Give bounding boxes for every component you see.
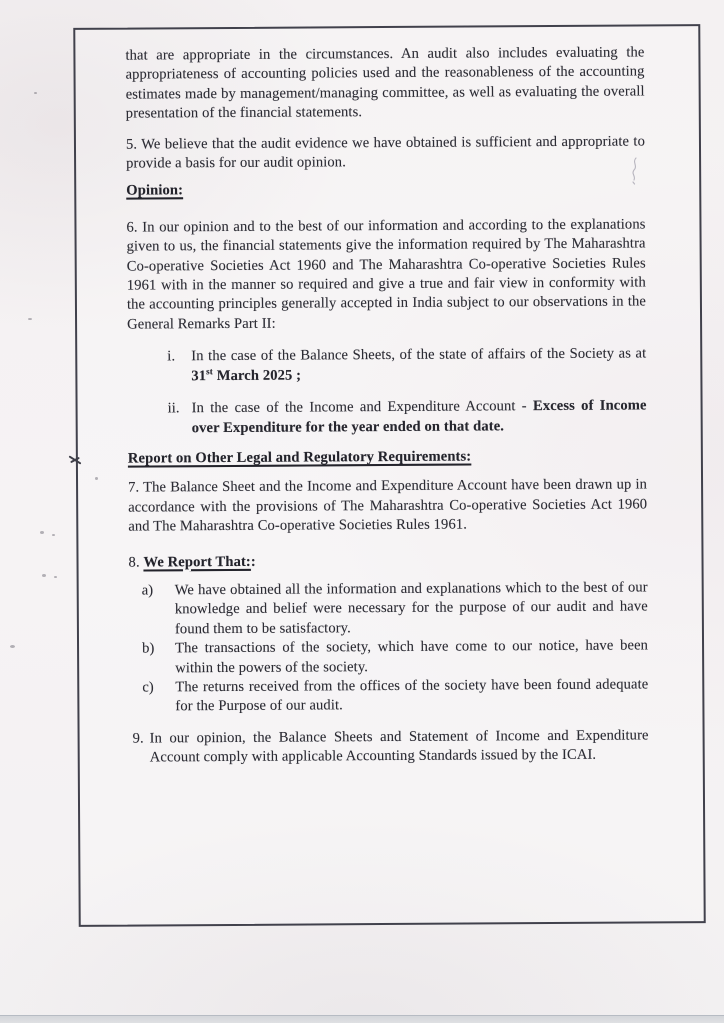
paragraph-5-audit-evidence: 5. We believe that the audit evidence we have obtained is sufficient and appropriate to provide a basis for our audit opinion. [125,133,646,172]
heading-number: 8. [128,554,144,571]
list-item-text: The transactions of the society, which have come to our notice, have been within the powers of the society. [175,637,649,676]
scan-speck [42,574,46,577]
scan-speck [52,534,55,536]
paragraph-7-drawn-up: 7. The Balance Sheet and the Income and Expenditure Account have been drawn up in accordance with the provisions of The Maharashtra Co-operative Societies Act 1960 and The Maharashtra Co-operative Societies Rules 1961. [128,476,648,535]
document-content [75,26,703,768]
list-item-text: The returns received from the offices of the society have been found adequate for the Purpose of our audit. [175,676,649,715]
list-item-information [142,578,648,639]
heading-opinion: Opinion: [126,182,184,200]
list-marker: a) [141,582,154,599]
item-text-bold-excess: Excess of Income over Expenditure for the year ended on that date. [191,397,647,436]
page-border-frame [73,24,705,927]
scan-speck [10,645,15,648]
list-item-text [192,397,647,439]
scanner-edge-strip [0,1015,724,1023]
list-item-returns [142,675,648,717]
paragraph-audit-scope: that are appropriate in the circumstances. An audit also includes evaluating the appropriateness of accounting policies used and the reasonableness of the accounting estimates made by management/managing committee, as well as evaluating the overall presentation of the financial statements. [125,44,645,122]
list-item-transactions [142,637,648,679]
list-marker: c) [142,679,154,696]
item-text-normal: In the case of the Income and Expenditure Account - [191,398,534,417]
report-sub-list [142,578,649,717]
heading-legal-regulatory: Report on Other Legal and Regulatory Requirements: [127,448,472,467]
opinion-sub-list [167,345,647,439]
list-item-text [191,345,646,387]
item-text-bold-date: 31st March 2025 ; [191,365,302,384]
paragraph-text: In our opinion, the Balance Sheets and Statement of Income and Expenditure Account comply with applicable Accounting Standards issued by the ICAI. [149,727,649,766]
ordinal-superscript: st [206,365,213,376]
list-marker: ii. [167,400,180,417]
list-item-balance-sheet [167,345,646,387]
paragraph-number: 9. [132,730,144,747]
heading-trailing-colon: : [250,553,256,570]
list-item-text: We have obtained all the information and explanations which to the best of our knowledge and belief were necessary for the purpose of our audit and have found them to be satisfactory. [174,579,648,638]
list-item-income-expenditure [168,397,647,439]
scan-speck [28,318,32,320]
heading-underlined-text: We Report That: [143,553,251,571]
paragraph-6-opinion: 6. In our opinion and to the best of our information and according to the explanations given to us, the financial statements give the information required by The Maharashtra Co-operative Societies Act 1960 and The Maharashtra Co-operative Societies Rules 1961 with in the manner so required and give a true and fair view in conformity with the accounting principles generally accepted in India subject to our observations in the General Remarks Part II: [126,216,646,333]
heading-we-report-that [128,550,647,573]
list-marker: b) [142,640,155,657]
item-text-normal: In the case of the Balance Sheets, of the state of affairs of the Society as at [191,345,647,365]
list-marker: i. [167,348,176,365]
paragraph-9-standards [133,726,649,768]
scan-speck [40,531,44,534]
scan-speck [34,92,37,94]
scan-speck [54,576,57,578]
